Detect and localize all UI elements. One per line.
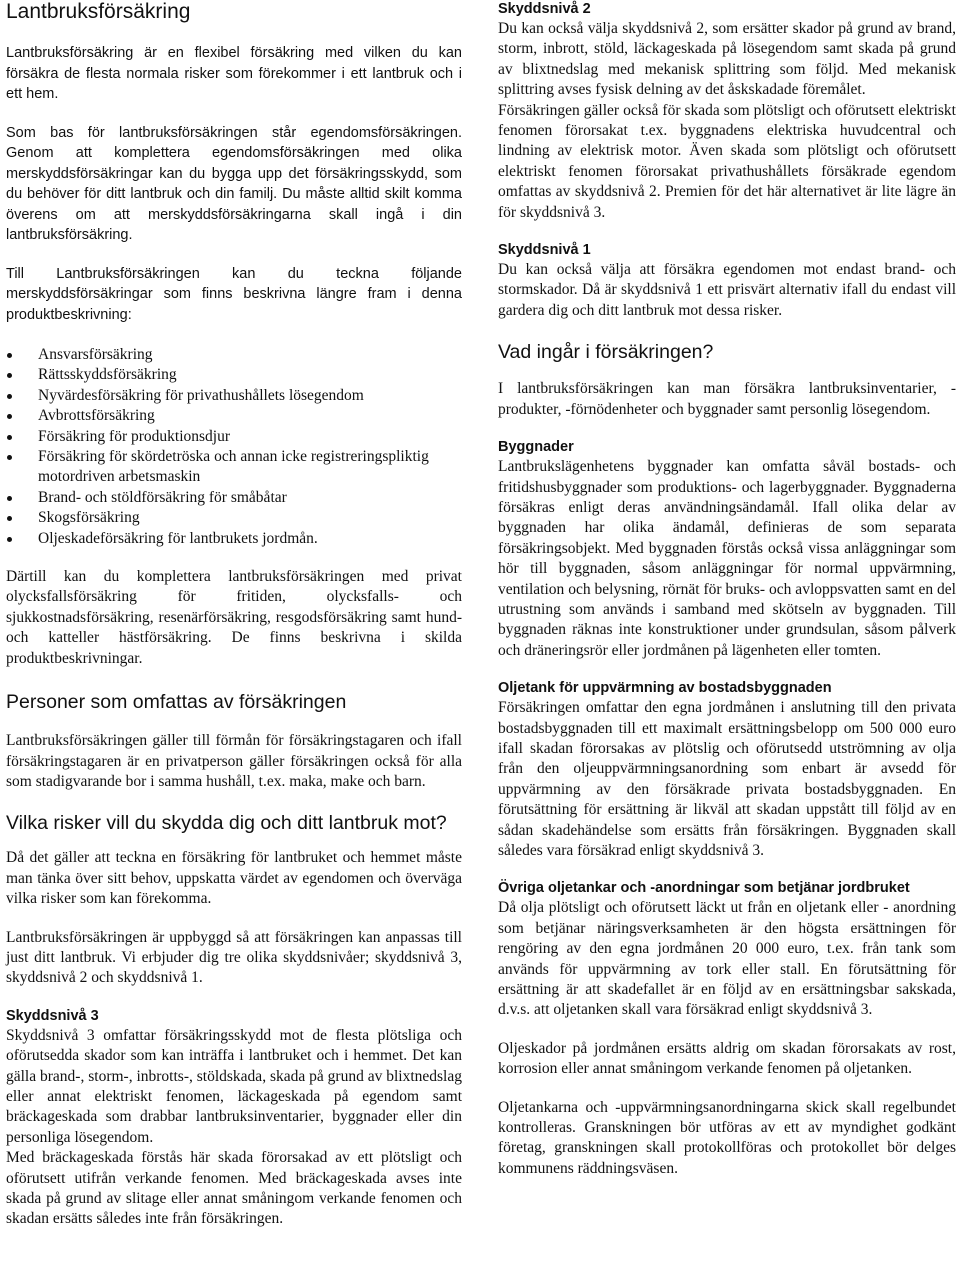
list-intro-paragraph: Till Lantbruksförsäkringen kan du teckna följande merskyddsförsäkringar som finns beskrivna längre fram i denna produktbeskrivning: bbox=[6, 265, 462, 323]
persons-heading: Personer som omfattas av försäkringen bbox=[6, 691, 347, 714]
buildings-paragraph: Lantbrukslägenhetens byggnader kan omfatta såväl bostads- och fritidshusbyggnader som produktions- och lagerbyggnader. Byggnaderna försäkras enligt deras användningsändamål. Ifall olika delar av byggnaden har olika ändamål, definieras de som separata försäkringsobjekt. Med byggnaden förstås också vissa anläggningar som hör till byggnaden, såsom anläggningar för normal uppvärmning, ventilation och belysning, rörnät för bruks- och avloppsvatten samt en del utrustning som används i samband med skötseln av byggnaden. Till byggnaden räknas inte konstruktioner under grundsulan, såsom pålverk och dräneringsrör eller jordmånen på lägenheten eller tomten. bbox=[498, 458, 956, 659]
bullet-icon bbox=[7, 373, 12, 378]
list-item-text: Försäkring för produktionsdjur bbox=[38, 427, 231, 445]
list-item-text: Rättsskyddsförsäkring bbox=[38, 366, 177, 384]
risks-paragraph-1: Då det gäller att teckna en försäkring för lantbruket och hemmet måste man tänka över sitt behov, uppskatta värdet av egendomen och överväga vilka risker som kan förekomma. bbox=[6, 849, 462, 908]
oiltank-paragraph: Försäkringen omfattar den egna jordmånen i anslutning till den privata bostadsbyggnaden till ett maximalt ersättningsbelopp om 500 000 euro ifall skadan förorsakas av plötslig och oförutsedd utströmning av olja från den oljeuppvärmningsanordning som enbart är avsedd för uppvärmning av den försäkrade privata bostadsbyggnaden. En förutsättning för ersättning är likväl att skadan uppstått till följd av en sådan skadehändelse som ersätts från försäkringen. Byggnaden skall således vara försäkrad enligt skyddsnivå 3. bbox=[498, 699, 956, 859]
list-item bbox=[6, 447, 462, 488]
level2-heading: Skyddsnivå 2 bbox=[498, 1, 591, 17]
level3-paragraph-2: Med bräckageskada förstås här skada förorsakad av ett plötsligt och oförutsett utifrån verkande fenomen. Med bräckageskada avses inte skada på grund av slitage eller annat småningom verkande fenomen och skadan ersätts således inte från försäkringen. bbox=[6, 1149, 462, 1228]
list-item-text: Ansvarsförsäkring bbox=[38, 346, 153, 363]
insurance-list bbox=[6, 345, 462, 549]
level1-heading: Skyddsnivå 1 bbox=[498, 242, 591, 259]
level2-paragraph-1: Du kan också välja skyddsnivå 2, som ersätter skador på grund av brand, storm, inbrott, stöld, läckageskada på lösegendom samt skada på grund av blixtnedslag med mekanisk splittring som följd. Med mekanisk splittring avses fysisk delning av det åskskadade föremålet. bbox=[498, 20, 956, 99]
level3-paragraph-1: Skyddsnivå 3 omfattar försäkringsskydd mot de flesta plötsliga och oförutsedda skador som kan inträffa i lantbruket och i hemmet. Det kan gälla brand-, storm-, inbrotts-, stöldskada, skada på grund av blixtnedslag eller annat elektriskt fenomen, läckageskada på egendom samt bräckageskada som drabbar lantbruksinventarier, byggnader eller din personliga lösegendom. bbox=[6, 1026, 462, 1146]
list-item bbox=[6, 386, 462, 406]
bullet-icon bbox=[7, 394, 12, 399]
left-column bbox=[6, 0, 462, 1230]
list-item bbox=[6, 427, 462, 447]
list-item bbox=[6, 488, 462, 508]
included-heading: Vad ingår i försäkringen? bbox=[498, 341, 714, 364]
bullet-icon bbox=[7, 496, 12, 501]
risks-heading: Vilka risker vill du skydda dig och ditt lantbruk mot? bbox=[6, 812, 447, 835]
bullet-icon bbox=[7, 435, 12, 440]
list-item-text: Brand- och stöldförsäkring för småbåtar bbox=[38, 488, 287, 506]
list-item bbox=[6, 365, 462, 385]
included-paragraph: I lantbruksförsäkringen kan man försäkra lantbruksinventarier, - produkter, -förnödenheter och byggnader samt personlig lösegendom. bbox=[498, 380, 956, 418]
list-item bbox=[6, 508, 462, 528]
intro-paragraph: Lantbruksförsäkring är en flexibel försäkring med vilken du kan försäkra de flesta normala risker som förekommer i ett lantbruk och i ett hem. bbox=[6, 45, 462, 102]
list-item bbox=[6, 406, 462, 426]
level2-paragraph-2: Försäkringen gäller också för skada som plötsligt och oförutsett elektriskt fenomen förorsakat t.ex. byggnadens elektriska huvudcentral och lindning av elektrisk motor. Även skada som plötsligt och oförutsett elektriskt fenomen förorsakat privathushållets försäkrade egendom omfattas av skyddsnivå 2. Premien för det här alternativet är lite lägre än för skyddsnivå 3. bbox=[498, 101, 956, 221]
document-title: Lantbruksförsäkring bbox=[6, 0, 191, 23]
other-oiltanks-paragraph-2: Oljeskador på jordmånen ersätts aldrig om skadan förorsakats av rost, korrosion eller annat småningom verkande fenomen på oljetanken. bbox=[498, 1039, 956, 1078]
right-column bbox=[498, 0, 956, 1179]
list-item-text: Försäkring för skördetröska och annan icke registreringspliktig motordriven arbetsmaskin bbox=[38, 448, 429, 486]
list-item-text: Nyvärdesförsäkring för privathushållets lösegendom bbox=[38, 386, 364, 404]
buildings-heading: Byggnader bbox=[498, 439, 574, 456]
other-oiltanks-paragraph-1: Då olja plötsligt och oförutsett läckt ut från en oljetank eller - anordning som betjänar näringsverksamheten är den högsta ersättningen för rengöring av den egna jordmånen 20 000 euro, t.ex. från tank som används för uppvärmning av tork eller stall. En förutsättning för ersättning är att skadefallet är en följd av en ersättningsbar sakskada, d.v.s. att oljetanken skall vara försäkrad enligt skyddsnivå 3. bbox=[498, 899, 956, 1019]
bullet-icon bbox=[7, 353, 12, 358]
list-item-text: Skogsförsäkring bbox=[38, 509, 140, 527]
other-oiltanks-paragraph-3: Oljetankarna och -uppvärmningsanordningarna skick skall regelbundet kontrolleras. Granskningen bör utföras av ett av myndighet godkänt företag, granskningen skall protokollföras och protokollet bör delges kommunens räddningsväsen. bbox=[498, 1098, 956, 1177]
bullet-icon bbox=[7, 537, 12, 542]
bullet-icon bbox=[7, 455, 12, 460]
bullet-icon bbox=[7, 516, 12, 521]
list-item bbox=[6, 529, 462, 549]
persons-paragraph: Lantbruksförsäkringen gäller till förmån för försäkringstagaren och ifall försäkringstagaren är en privatperson gäller försäkringen också för alla som stadigvarande bor i samma hushåll, t.ex. maka, make och barn. bbox=[6, 732, 462, 790]
oiltank-heading: Oljetank för uppvärmning av bostadsbyggnaden bbox=[498, 680, 832, 697]
bullet-icon bbox=[7, 414, 12, 419]
other-oiltanks-heading: Övriga oljetankar och -anordningar som betjänar jordbruket bbox=[498, 880, 910, 897]
list-item-text: Oljeskadeförsäkring för lantbrukets jordmån. bbox=[38, 529, 318, 547]
complement-paragraph: Därtill kan du komplettera lantbruksförsäkringen med privat olycksfallsförsäkring för fritiden, olycksfalls- och sjukkostnadsförsäkring, resenärförsäkring, resgodsförsäkring samt hund- och katteller hästförsäkring. De finns beskrivna i skilda produktbeskrivningar. bbox=[6, 568, 462, 667]
risks-paragraph-2: Lantbruksförsäkringen är uppbyggd så att försäkringen kan anpassas till just ditt lantbruk. Vi erbjuder dig tre olika skyddsnivåer; skyddsnivå 3, skyddsnivå 2 och skyddsnivå 1. bbox=[6, 928, 462, 987]
list-item-text: Avbrottsförsäkring bbox=[38, 407, 155, 425]
level3-heading: Skyddsnivå 3 bbox=[6, 1007, 99, 1024]
level1-paragraph: Du kan också välja att försäkra egendomen mot endast brand- och stormskador. Då är skyddsnivå 1 ett prisvärt alternativ ifall du endast vill gardera dig och ditt lantbruk mot dessa risker. bbox=[498, 261, 956, 319]
list-item bbox=[6, 345, 462, 365]
basis-paragraph: Som bas för lantbruksförsäkringen står egendomsförsäkringen. Genom att komplettera egendomsförsäkringen med olika merskyddsförsäkringar kan du bygga upp det försäkringsskydd, som du behöver för ditt lantbruk och din familj. Du måste alltid skilt komma överens om att merskyddsförsäkringarna skall ingå i din lantbruksförsäkring. bbox=[6, 124, 462, 243]
